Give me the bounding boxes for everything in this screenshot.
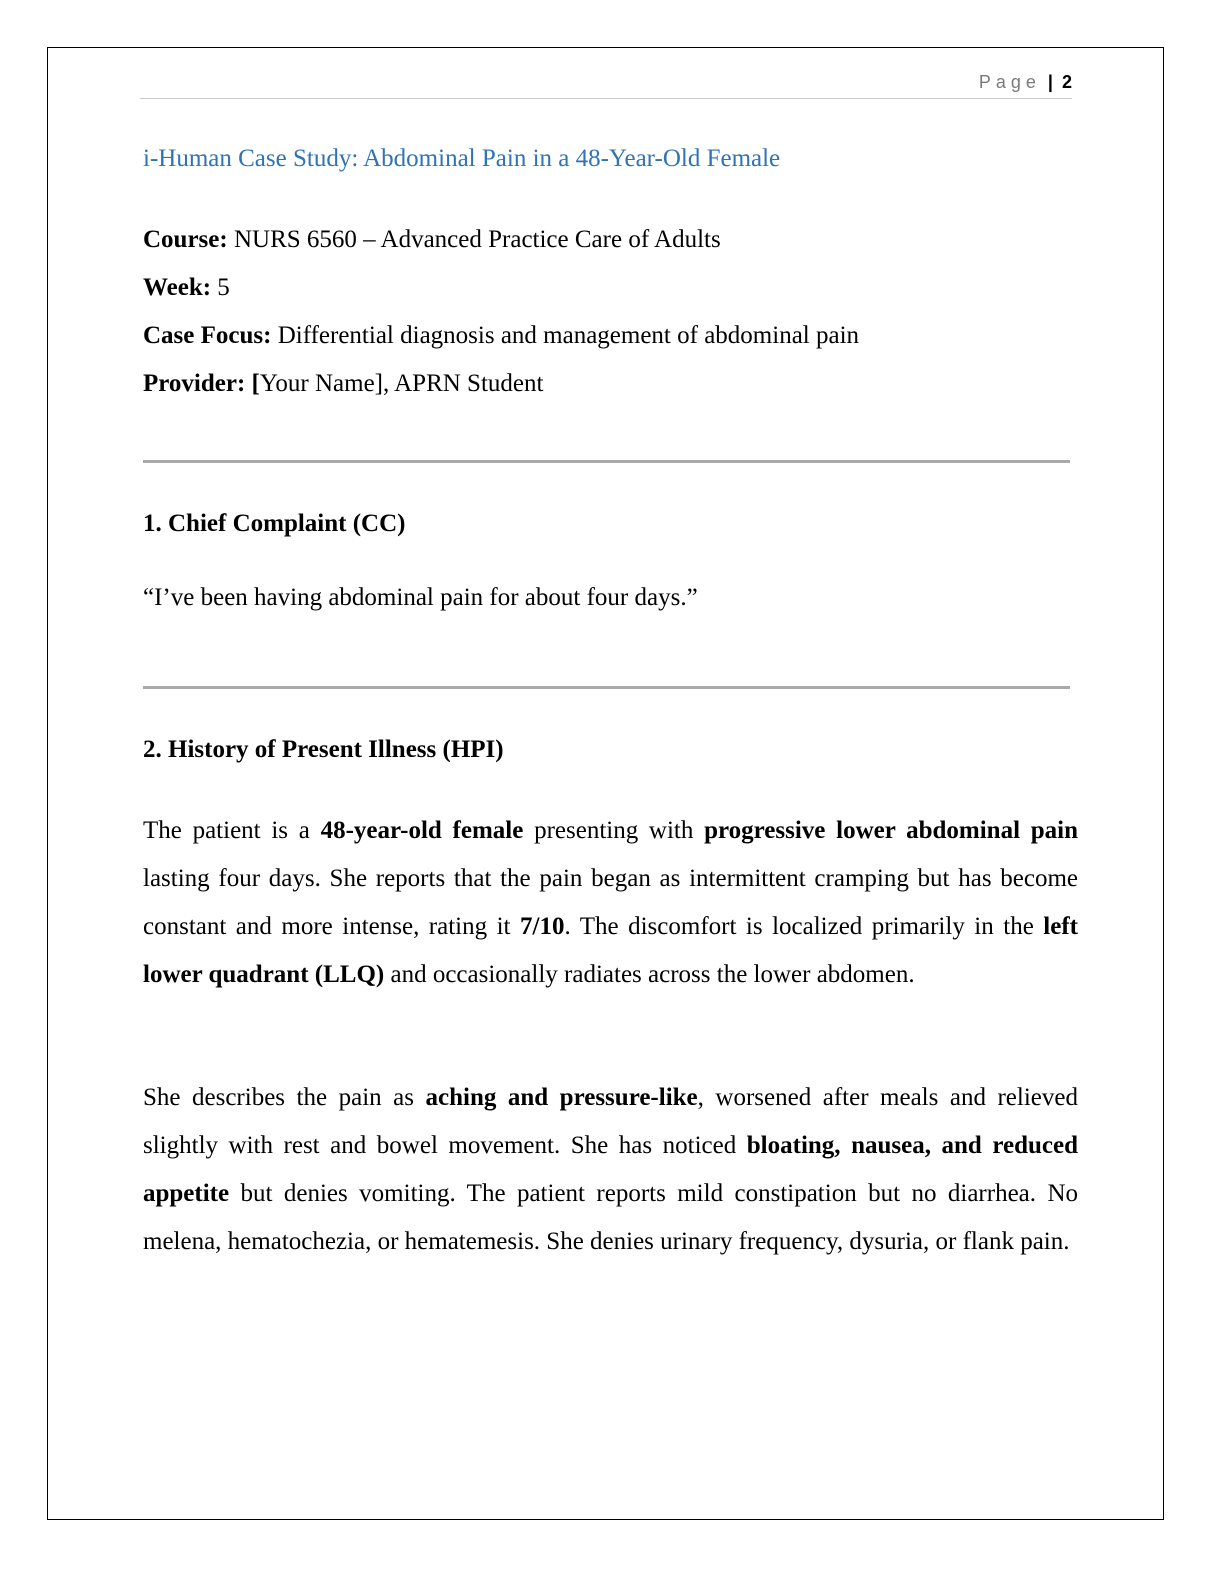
text-run: but denies vomiting. The patient reports mild constipation but no diarrhea. No melena, hematochezia, or hematemesis. She denies urinary frequency, dysuria, or flank pain. (143, 1180, 1078, 1255)
section-divider (143, 460, 1070, 463)
page-header (140, 72, 1072, 99)
text-run: and occasionally radiates across the lower abdomen. (384, 961, 915, 988)
week-label: Week: (143, 274, 212, 301)
text-run: The patient is a (143, 817, 321, 844)
bold-run: left lower quadrant (LLQ) (143, 913, 1078, 988)
text-run: presenting with (523, 817, 705, 844)
case-meta (143, 216, 859, 408)
course-value: NURS 6560 – Advanced Practice Care of Adults (227, 226, 721, 253)
page-number: 2 (1061, 72, 1072, 92)
text-run: She describes the pain as (143, 1084, 426, 1111)
bold-run: 48-year-old female (320, 817, 524, 844)
document-title: i-Human Case Study: Abdominal Pain in a 48-Year-Old Female (143, 145, 781, 172)
section-divider (143, 686, 1070, 689)
hpi-paragraph-1 (143, 807, 1078, 999)
case-focus-value: Differential diagnosis and management of abdominal pain (271, 322, 860, 349)
course-label: Course: (143, 226, 228, 253)
provider-value: Your Name], APRN Student (259, 370, 544, 397)
week-value: 5 (211, 274, 230, 301)
text-run: lasting four days. She reports that the pain began as intermittent cramping but has become constant and more intense, rating it (143, 865, 1078, 940)
bold-run: 7/10 (520, 913, 565, 940)
hpi-paragraph-2 (143, 1074, 1078, 1266)
bold-run: aching and pressure-like (425, 1084, 698, 1111)
text-run: . The discomfort is localized primarily in the (564, 913, 1044, 940)
case-focus-label: Case Focus: (143, 322, 272, 349)
chief-complaint-heading: 1. Chief Complaint (CC) (143, 510, 406, 537)
bold-run: bloating, nausea, and reduced appetite (143, 1132, 1079, 1207)
case-focus-row (143, 312, 859, 360)
bold-run: progressive lower abdominal pain (704, 817, 1078, 844)
page-label: Page (978, 72, 1041, 92)
course-row (143, 216, 859, 264)
provider-row (143, 360, 859, 408)
hpi-heading: 2. History of Present Illness (HPI) (143, 736, 504, 763)
chief-complaint-quote: “I’ve been having abdominal pain for about four days.” (143, 584, 698, 611)
text-run: , worsened after meals and relieved slightly with rest and bowel movement. She has noticed (143, 1084, 1078, 1159)
page-separator: | (1047, 72, 1053, 92)
week-row (143, 264, 859, 312)
provider-label: Provider: [ (143, 370, 260, 397)
